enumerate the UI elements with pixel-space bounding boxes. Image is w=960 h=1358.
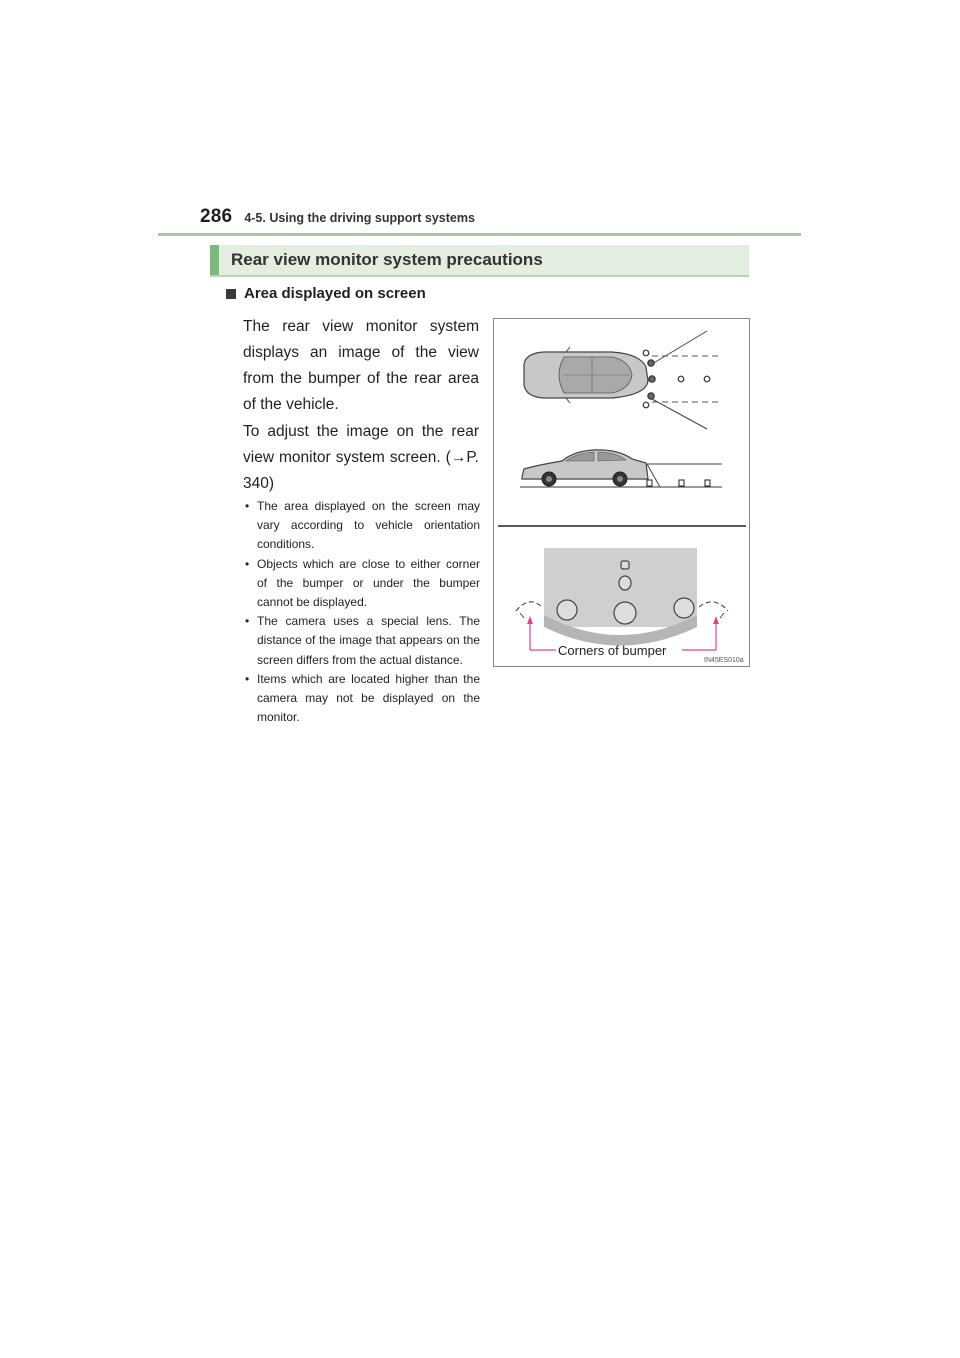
figure-code: IN45ES010a (704, 657, 744, 664)
car-top-view-icon (524, 347, 648, 403)
car-side-view-icon (522, 450, 648, 486)
section-reference: 4-5. Using the driving support systems (244, 211, 475, 225)
subheading-text: Area displayed on screen (244, 285, 426, 302)
paragraph-adjust: To adjust the image on the rear view monitor system screen. (→P. 340) (243, 423, 479, 492)
subheading (226, 285, 426, 302)
figure-illustration (494, 319, 751, 668)
section-title: Rear view monitor system precautions (231, 250, 543, 269)
bullet-dot-icon: • (245, 499, 250, 513)
paragraph-description: The rear view monitor system displays an image of the view from the bumper of the rear area of the vehicle. (243, 318, 479, 413)
monitor-view (516, 548, 728, 646)
page-header (200, 206, 475, 228)
bullet-dot-icon: • (245, 556, 250, 571)
note-item: • Items which are located higher than the camera may not be displayed on the monitor. (245, 671, 480, 725)
rear-view-figure (493, 318, 750, 667)
notes-list (243, 497, 480, 727)
header-rule (158, 233, 801, 236)
square-bullet-icon (226, 289, 236, 299)
bullet-dot-icon: • (245, 671, 250, 686)
title-underline (210, 275, 749, 277)
bullet-dot-icon: • (245, 614, 250, 629)
note-item: • Objects which are close to either corner of the bumper or under the bumper cannot be displayed. (245, 556, 480, 610)
callout-label: Corners of bumper (558, 643, 667, 658)
page-number: 286 (200, 206, 233, 227)
section-title-bar (210, 245, 749, 275)
note-item: • The area displayed on the screen may vary according to vehicle orientation conditions. (245, 499, 480, 552)
note-item: • The camera uses a special lens. The distance of the image that appears on the screen differs from the actual distance. (245, 614, 480, 667)
